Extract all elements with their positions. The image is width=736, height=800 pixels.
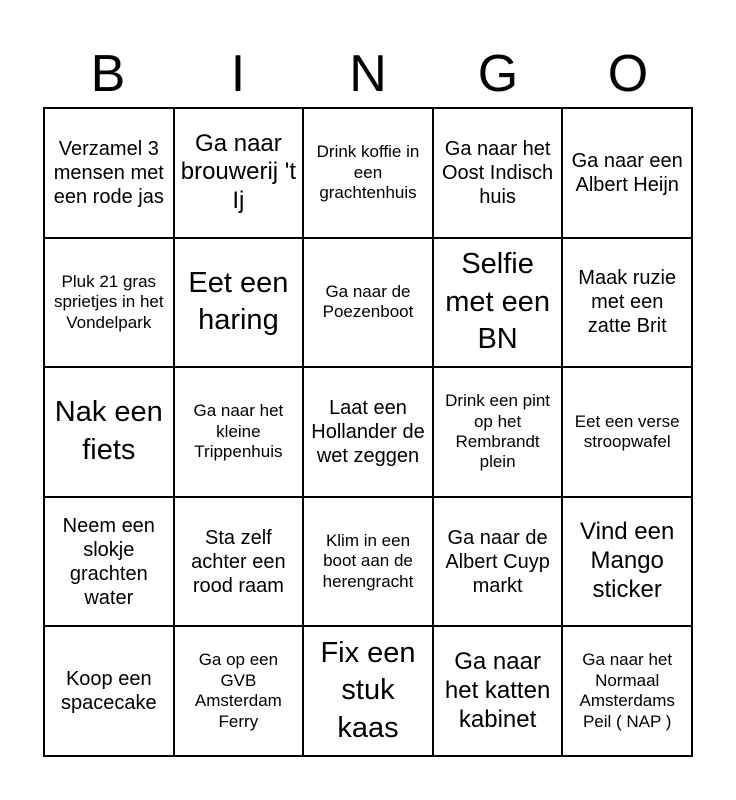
bingo-cell[interactable] <box>174 497 304 627</box>
bingo-cell-text: Ga op een GVB Amsterdam Ferry <box>194 650 282 731</box>
bingo-cell[interactable] <box>562 497 692 627</box>
bingo-cell-text: Pluk 21 gras sprietjes in het Vondelpark <box>53 271 164 332</box>
bingo-cell[interactable] <box>562 626 692 756</box>
bingo-cell[interactable] <box>174 238 304 368</box>
bingo-cell-text: Ga naar een Albert Heijn <box>571 149 683 196</box>
bingo-cell-text: Vind een Mango sticker <box>580 518 675 603</box>
bingo-cell-text: Ga naar de Poezenboot <box>322 282 414 322</box>
bingo-cell[interactable] <box>562 367 692 497</box>
bingo-cell-text: Nak een fiets <box>54 396 163 466</box>
bingo-cell-text: Laat een Hollander de wet zeggen <box>311 396 425 467</box>
bingo-cell-text: Neem een slokje grachten water <box>62 514 155 609</box>
bingo-cell-text: Verzamel 3 mensen met een rode jas <box>53 137 164 208</box>
bingo-cell-text: Klim in een boot aan de herengracht <box>322 531 414 591</box>
bingo-cell[interactable] <box>174 626 304 756</box>
header-letter-b: B <box>90 45 126 103</box>
bingo-cell-text: Maak ruzie met een zatte Brit <box>578 267 677 338</box>
bingo-cell[interactable] <box>433 367 563 497</box>
bingo-cell-text: Ga naar brouwerij 't Ij <box>180 129 297 215</box>
header-letter-g: G <box>477 45 519 103</box>
header-letter-o: O <box>607 45 649 103</box>
bingo-cell[interactable] <box>174 367 304 497</box>
bingo-header <box>43 40 693 108</box>
bingo-cell[interactable] <box>303 238 433 368</box>
bingo-cell-text: Ga naar het katten kabinet <box>444 648 551 733</box>
bingo-cell[interactable] <box>44 238 174 368</box>
bingo-cell[interactable] <box>433 238 563 368</box>
bingo-cell-text: Eet een verse stroopwafel <box>574 411 680 451</box>
bingo-cell[interactable] <box>562 238 692 368</box>
bingo-cell-text: Ga naar de Albert Cuyp markt <box>445 526 550 597</box>
bingo-cell[interactable] <box>562 108 692 238</box>
header-letter-i: I <box>230 45 246 103</box>
bingo-cell-text: Ga naar het kleine Trippenhuis <box>193 401 284 462</box>
bingo-cell-text: Selfie met een BN <box>445 247 550 356</box>
bingo-cell-text: Drink een pint op het Rembrandt plein <box>445 391 551 472</box>
bingo-cell[interactable] <box>44 108 174 238</box>
bingo-cell[interactable] <box>303 367 433 497</box>
bingo-cell-text: Drink koffie in een grachtenhuis <box>316 142 420 202</box>
bingo-cell[interactable] <box>44 367 174 497</box>
bingo-cell-text: Eet een haring <box>188 266 289 337</box>
bingo-cell[interactable] <box>303 626 433 756</box>
bingo-cell[interactable] <box>433 497 563 627</box>
bingo-cell-text: Ga naar het Oost Indisch huis <box>442 137 554 208</box>
header-letter-n: N <box>349 45 387 103</box>
bingo-cell[interactable] <box>303 497 433 627</box>
bingo-cell-text: Sta zelf achter een rood raam <box>191 526 286 597</box>
bingo-cell[interactable] <box>174 108 304 238</box>
bingo-cell[interactable] <box>433 108 563 238</box>
bingo-cell-text: Koop een spacecake <box>60 668 157 715</box>
bingo-cell[interactable] <box>433 626 563 756</box>
bingo-cell[interactable] <box>303 108 433 238</box>
bingo-cell[interactable] <box>44 497 174 627</box>
bingo-cell-text: Fix een stuk kaas <box>320 636 416 745</box>
bingo-card-grid <box>43 107 693 757</box>
bingo-cell[interactable] <box>44 626 174 756</box>
bingo-cell-text: Ga naar het Normaal Amsterdams Peil ( NAP ) <box>579 650 675 731</box>
